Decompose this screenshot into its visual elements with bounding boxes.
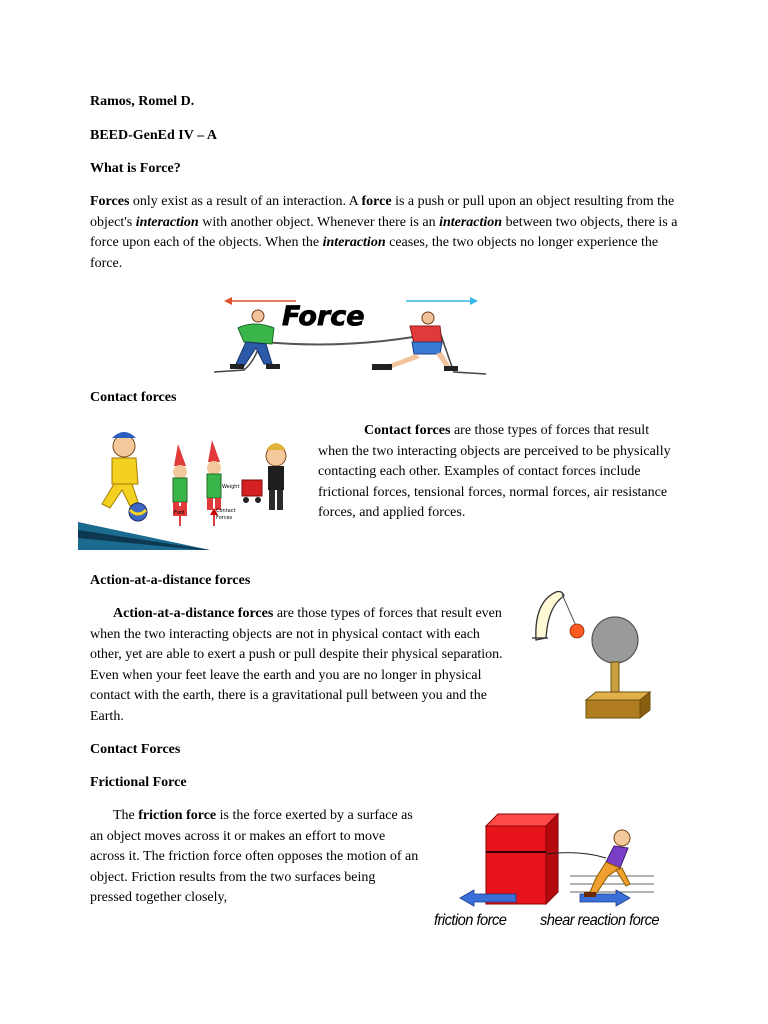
base-top	[586, 692, 650, 700]
left-person-head	[252, 310, 264, 322]
section-heading-what-is-force: What is Force?	[90, 161, 181, 176]
section-heading-contact-forces-2: Contact Forces	[90, 742, 181, 757]
boy-cap	[112, 432, 136, 438]
text-run: is a push or pull upon an object resulting from the object's	[90, 194, 675, 230]
boy-shirt	[112, 458, 138, 484]
term-friction-force: friction force	[138, 808, 217, 823]
clown-hat	[174, 444, 186, 466]
block-front	[486, 826, 546, 904]
contact-forces-illustration	[78, 422, 306, 550]
boy-head	[113, 435, 135, 457]
man-head	[614, 830, 630, 846]
right-person-leg	[390, 354, 420, 368]
contact-forces-paragraph	[318, 421, 678, 524]
author-name: Ramos, Romel D.	[90, 94, 195, 109]
red-cart	[242, 480, 262, 496]
section-heading-action-at-a-distance: Action-at-a-distance forces	[90, 573, 251, 588]
term-interaction: interaction	[322, 235, 386, 251]
intro-paragraph	[90, 192, 682, 274]
term-contact-forces: Contact forces	[364, 423, 451, 438]
term-forces: Forces	[90, 194, 130, 209]
cart-boy-leg	[277, 490, 283, 510]
friction-illustration	[430, 812, 680, 916]
clown-hat	[208, 440, 220, 462]
term-interaction: interaction	[135, 214, 199, 230]
text-run: between two objects, there is a force upon each of the objects. When the	[90, 214, 678, 251]
text-run: are those types of forces that result even when the two interacting objects are not in physical contact with each other, yet are able to exert a push or pull despite their physical separation. Even when your feet leave the earth and you are no longer in physical contact with the earth, there is a gravitational pull between you and the Earth.	[90, 606, 503, 724]
block-side	[546, 814, 558, 904]
left-person-shoe	[230, 364, 244, 369]
left-person-shoe	[266, 364, 280, 369]
right-person-shoe	[444, 366, 458, 371]
magnet-illustration	[528, 588, 652, 722]
label-foot: Foot	[174, 510, 185, 516]
right-arrowhead	[470, 297, 478, 305]
arm-hand	[536, 592, 564, 641]
left-person-shirt	[238, 324, 274, 344]
course-section: BEED-GenEd IV – A	[90, 128, 217, 143]
friction-figure	[430, 812, 680, 936]
term-action-at-a-distance: Action-at-a-distance forces	[113, 606, 274, 621]
label-forces: Forces	[216, 515, 233, 521]
man-leg	[616, 868, 630, 886]
caption-friction-force: friction force	[434, 912, 507, 929]
action-at-a-distance-paragraph	[90, 604, 510, 728]
magnet-figure	[528, 588, 652, 722]
tug-of-war-illustration	[214, 292, 490, 376]
clown-head	[173, 465, 187, 479]
friction-paragraph	[90, 806, 420, 909]
gray-sphere	[592, 617, 638, 663]
section-heading-contact-forces: Contact forces	[90, 390, 177, 405]
cart-wheel	[255, 497, 261, 503]
man-leg	[590, 862, 620, 894]
text-run: with another object. Whenever there is an	[198, 214, 440, 230]
text-run: ceases, the two objects no longer experience the force.	[90, 235, 659, 271]
right-person-head	[422, 312, 434, 324]
cart-boy-body	[268, 466, 284, 490]
clown-body	[173, 478, 187, 502]
clown-head	[207, 461, 221, 475]
right-person-shoe	[372, 364, 392, 370]
cart-wheel	[243, 497, 249, 503]
subheading-frictional-force: Frictional Force	[90, 775, 187, 790]
text-run: are those types of forces that result when the two interacting objects are perceived to be physically contacting each other. Examples of contact forces include frictional forces, tensional forces, normal forces, air resistance forces, and applied forces.	[318, 423, 671, 521]
tug-of-war-figure	[214, 292, 490, 376]
cart-boy-hair	[266, 443, 286, 450]
man-shoe	[584, 892, 596, 897]
cart-boy-leg	[269, 490, 275, 510]
clown-body	[207, 474, 221, 498]
left-person-pants	[236, 342, 272, 366]
orange-ball	[570, 624, 584, 638]
text-run: The	[113, 808, 139, 823]
base-front	[586, 700, 640, 718]
left-arrowhead	[224, 297, 232, 305]
right-person-shirt	[410, 326, 442, 344]
label-weight: Weight	[222, 484, 240, 490]
force-word: Force	[282, 301, 365, 332]
string	[562, 594, 576, 626]
clown-leg	[207, 498, 213, 510]
term-interaction: interaction	[439, 214, 503, 230]
term-force: force	[361, 194, 392, 209]
label-contact: Contact	[216, 508, 236, 514]
text-run: is the force exerted by a surface as an object moves across it or makes an effort to move across it. The friction force often opposes the motion of an object. Friction results from the two surfaces being pressed together closely,	[90, 808, 419, 906]
caption-shear-reaction-force: shear reaction force	[540, 912, 660, 929]
contact-forces-figure	[78, 422, 306, 550]
right-person-shorts	[412, 342, 442, 354]
text-run: only exist as a result of an interaction. A	[129, 194, 362, 209]
